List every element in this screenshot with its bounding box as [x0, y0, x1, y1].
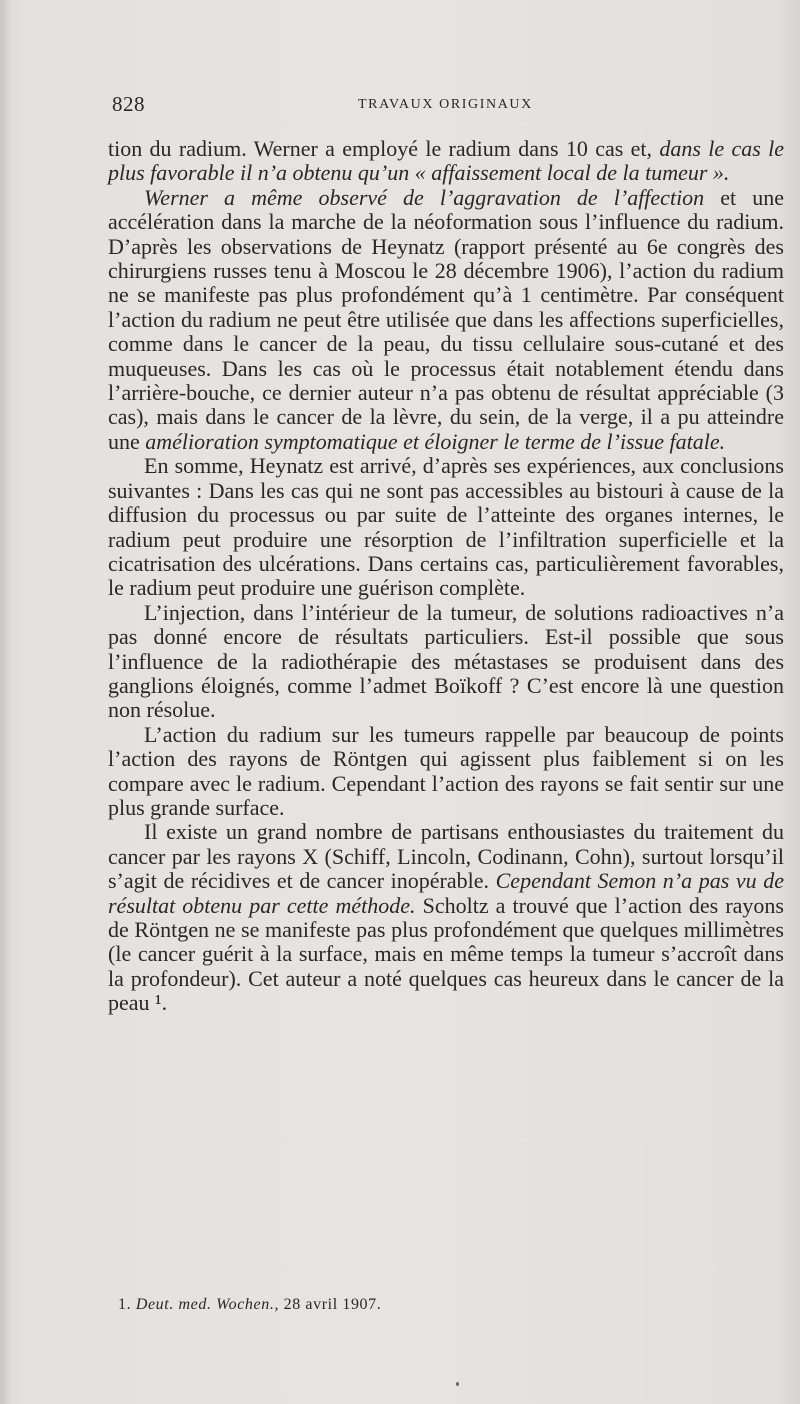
running-head: TRAVAUX ORIGINAUX: [358, 97, 533, 112]
paragraph: [108, 820, 784, 1015]
text-run: En somme, Heynatz est arrivé, d’après ses expériences, aux conclusions suivantes : Dans les cas qui ne sont pas accessibles au bistouri à cause de la diffusion du processus ou par suite de l’atteinte des organes internes, le radium peut produire une résorption de l’infiltration superficielle et la cicatrisation des ulcérations. Dans certains cas, particulièrement favorables, le radium peut produire une guérison complète.: [108, 453, 784, 601]
text-run: L’injection, dans l’intérieur de la tumeur, de solutions radioactives n’a pas donné encore de résultats particuliers. Est-il possible que sous l’influence de la radiothérapie des métastases se produisent dans des ganglions éloignés, comme l’admet Boïkoff ? C’est encore là une question non résolue.: [108, 599, 784, 723]
scan-speck: [456, 1382, 459, 1386]
text-run: Scholtz a trouvé que l’action des rayons de Röntgen ne se manifeste pas plus profondément que quelques millimètres (le cancer guérit à la surface, mais en même temps la tumeur s’accroît dans la profondeur). Cet auteur a noté quelques cas heureux dans le cancer de la peau ¹.: [108, 892, 784, 1016]
footnote-marker: 1.: [118, 1296, 132, 1313]
text-run: tion du radium. Werner a employé le radium dans 10 cas et,: [108, 136, 660, 161]
page-header: [112, 92, 784, 122]
body-text: [108, 137, 784, 1016]
footnote-text: , 28 avril 1907.: [274, 1296, 382, 1313]
italic-text-run: Cependant Semon n’a pas vu de résultat obtenu par cette méthode.: [108, 868, 785, 918]
italic-text-run: Werner a même observé de l’aggravation de l’affection: [144, 184, 705, 210]
italic-text-run: dans le cas le plus favorable il n’a obtenu qu’un « affaissement local de la tumeur ».: [108, 136, 784, 186]
page-number: 828: [112, 92, 145, 116]
paragraph: [108, 723, 784, 821]
text-run: Il existe un grand nombre de partisans enthousiastes du traitement du cancer par les rayons X (Schiff, Lincoln, Codinann, Cohn), surtout lorsqu’il s’agit de récidives et de cancer inopérable.: [108, 819, 784, 894]
footnote-source: Deut. med. Wochen.: [135, 1296, 275, 1313]
page-edge-shadow: [0, 0, 10, 1404]
text-run: L’action du radium sur les tumeurs rappelle par beaucoup de points l’action des rayons de Röntgen qui agissent plus faiblement si on les compare avec le radium. Cependant l’action des rayons se fait sentir sur une plus grande surface.: [108, 721, 784, 820]
italic-text-run: amélioration symptomatique et éloigner le terme de l’issue fatale.: [145, 428, 726, 454]
paragraph: [108, 454, 784, 600]
paragraph: [108, 186, 784, 454]
paragraph: [108, 137, 784, 186]
paragraph: [108, 601, 784, 723]
text-run: et une accélération dans la marche de la néoformation sous l’influence du radium. D’après les observations de Heynatz (rapport présenté au 6e congrès des chirurgiens russes tenu à Moscou le 28 décembre 1906), l’action du radium ne se manifeste pas plus profondément qu’à 1 centimètre. Par conséquent l’action du radium ne peut être utilisée que dans les affections superficielles, comme dans le cancer de la peau, du tissu cellulaire sous-cutané et des muqueuses. Dans les cas où le processus était notablement étendu dans l’arrière-bouche, ce dernier auteur n’a pas obtenu de résultat appréciable (3 cas), mais dans le cancer de la lèvre, du sein, de la verge, il a pu atteindre une: [108, 184, 784, 454]
footnote: [118, 1296, 778, 1314]
